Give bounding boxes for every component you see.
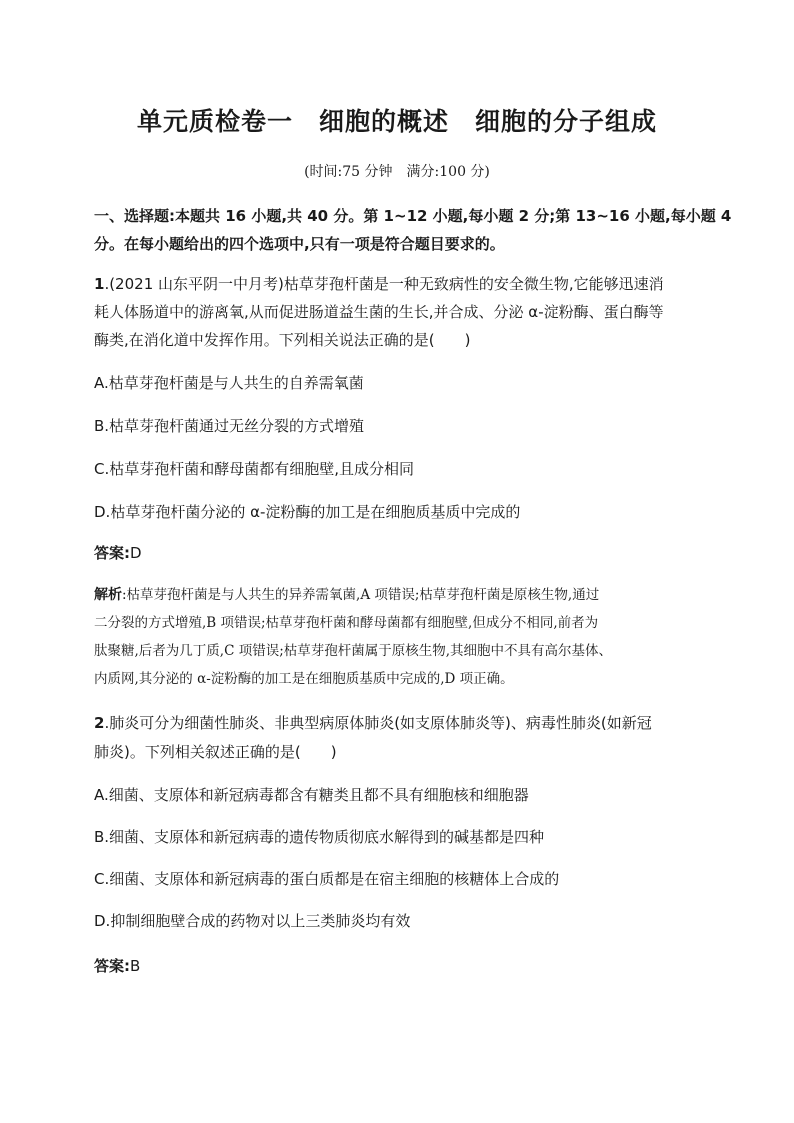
question-2-option-a: A.细菌、支原体和新冠病毒都含有糖类且都不具有细胞核和细胞器 <box>94 786 529 804</box>
question-1-text-1: .(2021 山东平阴一中月考)枯草芽孢杆菌是一种无致病性的安全微生物,它能够迅速消 <box>104 275 664 293</box>
question-2-number: 2 <box>94 714 105 732</box>
question-2-text-1: .肺炎可分为细菌性肺炎、非典型病原体肺炎(如支原体肺炎等)、病毒性肺炎(如新冠 <box>104 714 652 732</box>
question-2-option-d: D.抑制细胞壁合成的药物对以上三类肺炎均有效 <box>94 912 411 930</box>
exam-info: (时间:75 分钟 满分:100 分) <box>304 164 490 180</box>
question-1-option-a: A.枯草芽孢杆菌是与人共生的自养需氧菌 <box>94 374 364 392</box>
analysis-label: 解析 <box>94 587 122 603</box>
page-title: 单元质检卷一 细胞的概述 细胞的分子组成 <box>136 107 657 136</box>
answer-label: 答案: <box>94 544 130 562</box>
question-1-line-1 <box>94 273 664 295</box>
analysis-text-1: :枯草芽孢杆菌是与人共生的异养需氧菌,A 项错误;枯草芽孢杆菌是原核生物,通过 <box>122 587 600 603</box>
question-1-analysis-line-4: 内质网,其分泌的 α-淀粉酶的加工是在细胞质基质中完成的,D 项正确。 <box>94 671 514 687</box>
question-1-option-c: C.枯草芽孢杆菌和酵母菌都有细胞壁,且成分相同 <box>94 460 415 478</box>
answer-label: 答案: <box>94 957 130 975</box>
question-1-line-2: 耗人体肠道中的游离氧,从而促进肠道益生菌的生长,并合成、分泌 α-淀粉酶、蛋白酶等 <box>94 303 664 321</box>
question-1-option-b: B.枯草芽孢杆菌通过无丝分裂的方式增殖 <box>94 417 365 435</box>
question-1-analysis-line-3: 肽聚糖,后者为几丁质,C 项错误;枯草芽孢杆菌属于原核生物,其细胞中不具有高尔基体、 <box>94 643 613 659</box>
section-instructions-line-1: 一、选择题:本题共 16 小题,共 40 分。第 1~12 小题,每小题 2 分;第 13~16 小题,每小题 4 <box>94 207 732 225</box>
answer-value: D <box>130 544 142 562</box>
question-2-line-1 <box>94 712 652 734</box>
question-2-option-b: B.细菌、支原体和新冠病毒的遗传物质彻底水解得到的碱基都是四种 <box>94 828 545 846</box>
question-2-option-c: C.细菌、支原体和新冠病毒的蛋白质都是在宿主细胞的核糖体上合成的 <box>94 870 560 888</box>
answer-value: B <box>130 957 141 975</box>
question-2-line-2: 肺炎)。下列相关叙述正确的是( ) <box>94 743 337 761</box>
question-2-answer <box>94 955 140 977</box>
question-1-line-3: 酶类,在消化道中发挥作用。下列相关说法正确的是( ) <box>94 331 471 349</box>
question-1-analysis-line-1 <box>94 584 599 606</box>
question-1-analysis-line-2: 二分裂的方式增殖,B 项错误;枯草芽孢杆菌和酵母菌都有细胞壁,但成分不相同,前者为 <box>94 615 599 631</box>
question-1-option-d: D.枯草芽孢杆菌分泌的 α-淀粉酶的加工是在细胞质基质中完成的 <box>94 503 521 521</box>
question-1-answer <box>94 542 142 564</box>
question-1-number: 1 <box>94 275 105 293</box>
section-instructions-line-2: 分。在每小题给出的四个选项中,只有一项是符合题目要求的。 <box>94 235 505 253</box>
